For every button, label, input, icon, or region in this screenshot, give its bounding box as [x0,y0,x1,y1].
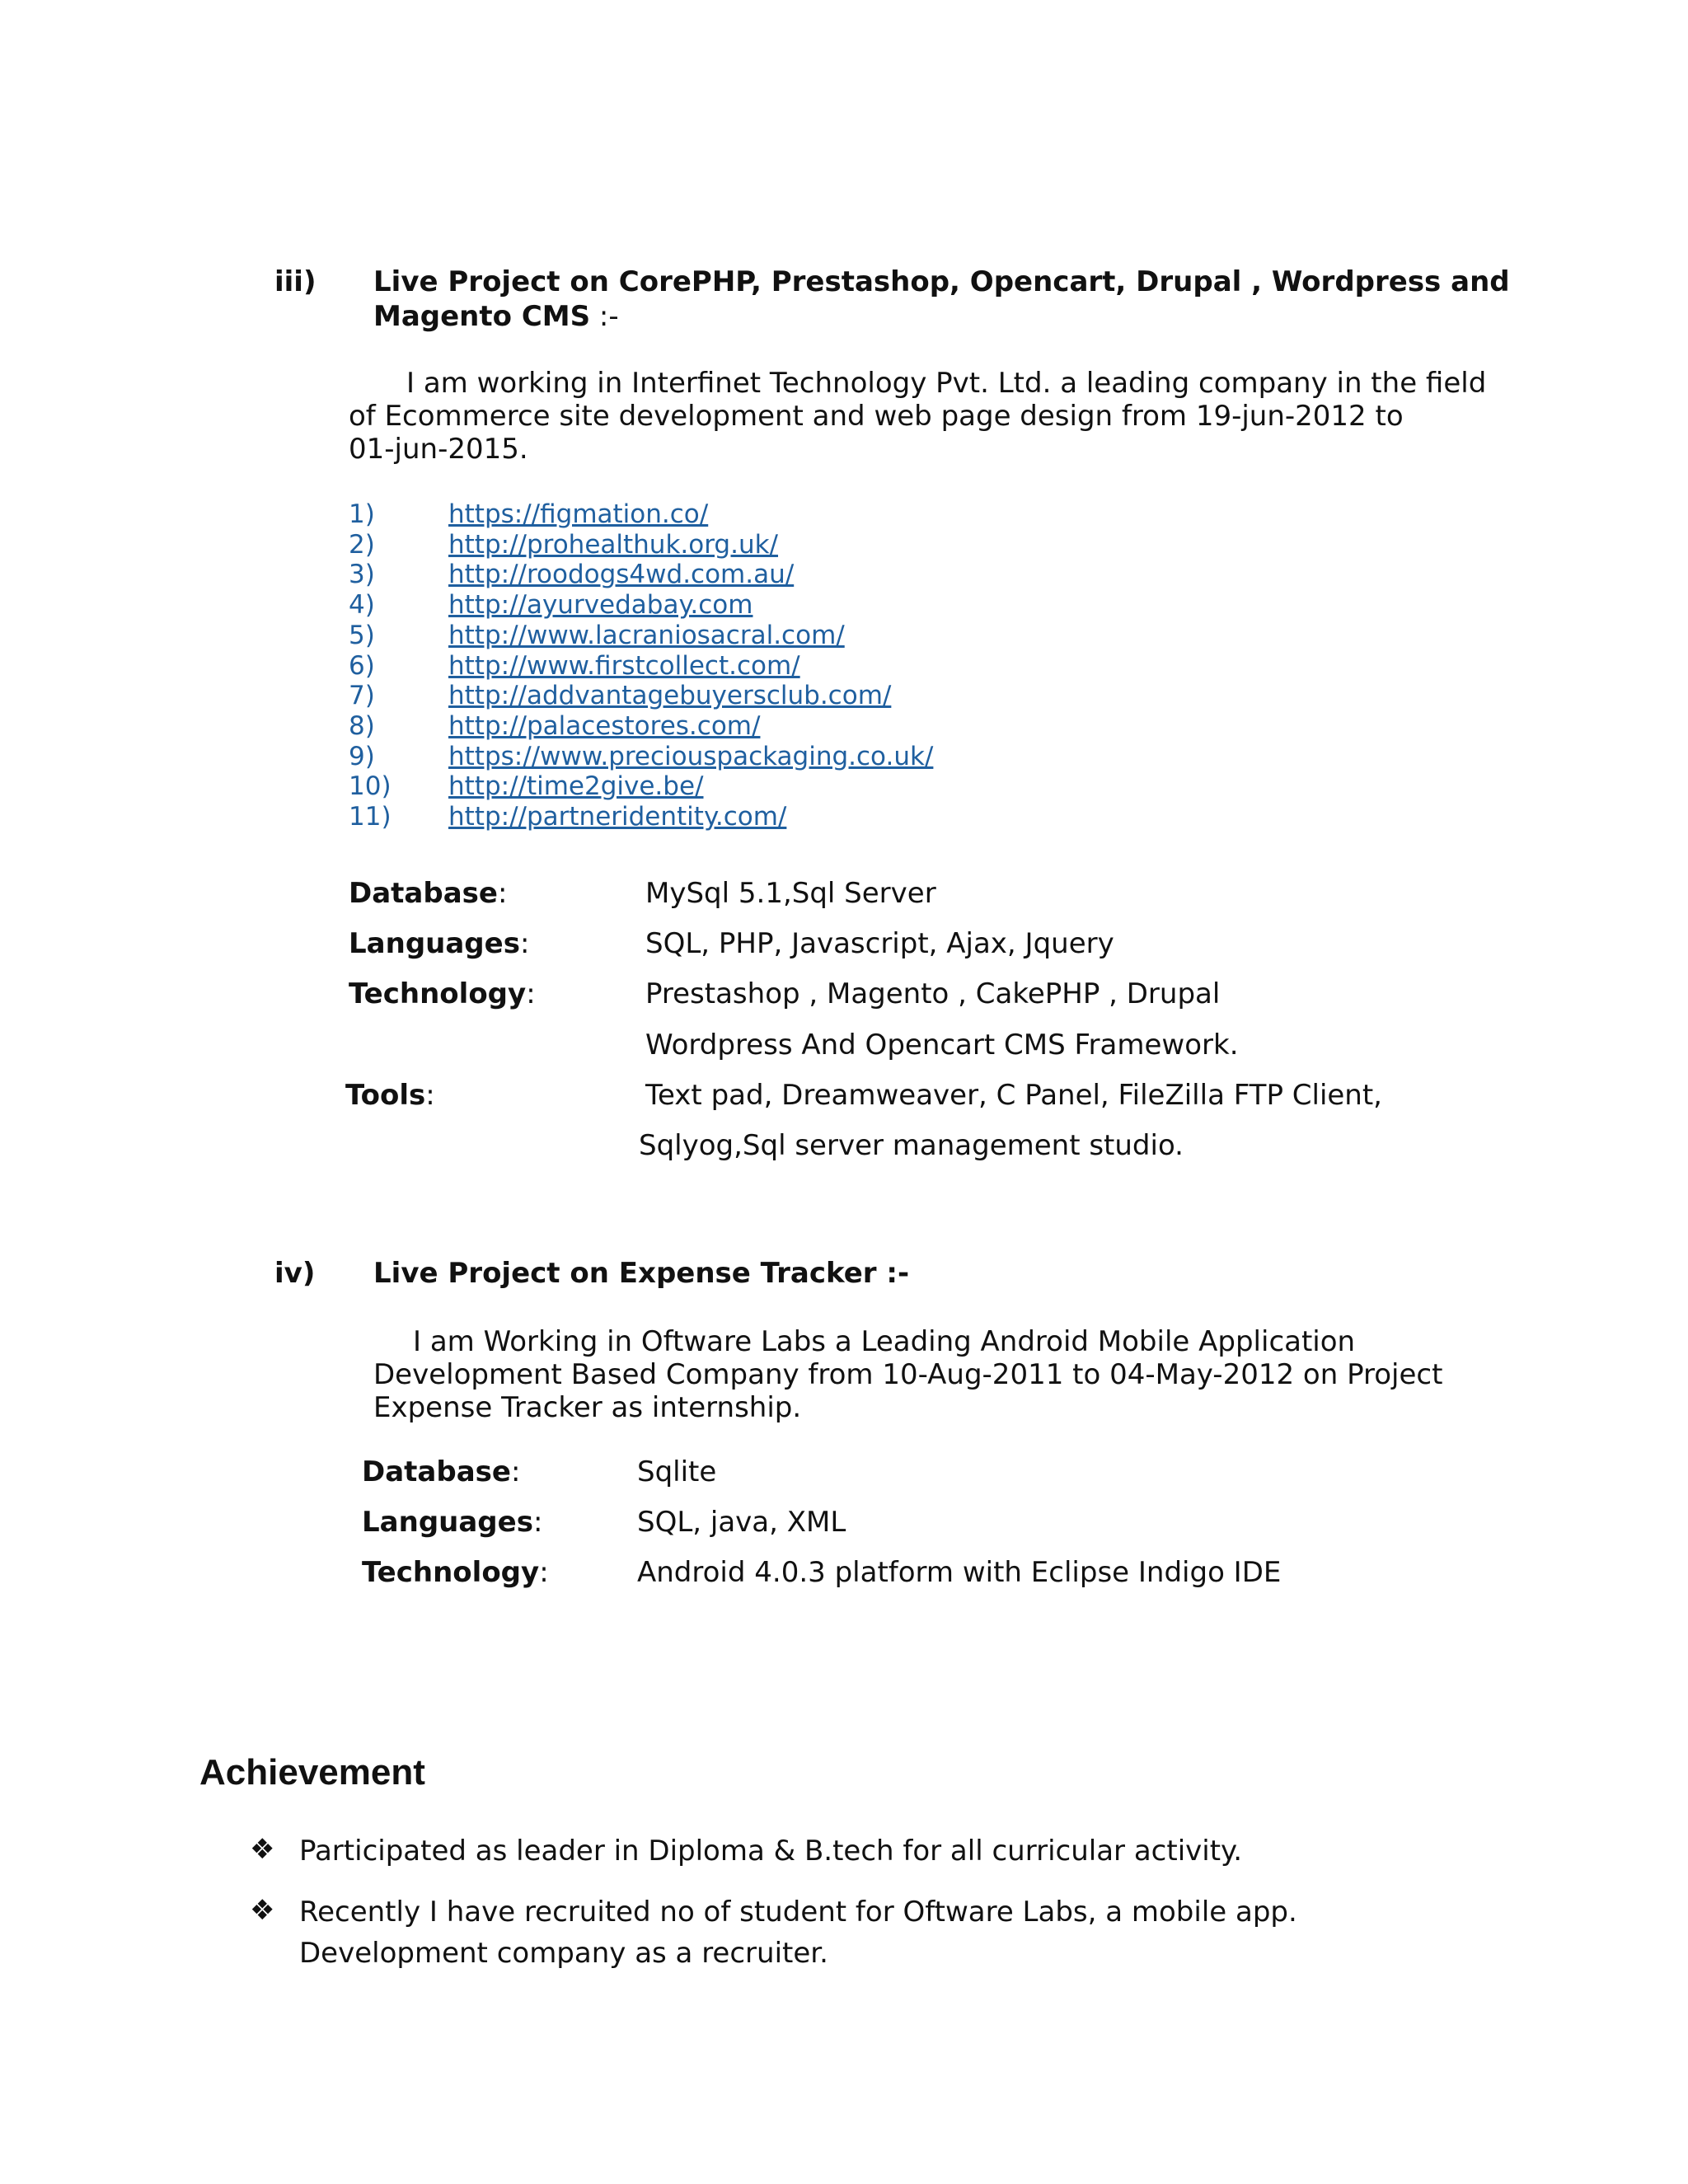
label-colon: : [526,977,536,1010]
section-iii-title-line2-a: Magento CMS [373,300,591,333]
achievement-bullet-icon-2: ❖ [250,1894,275,1927]
section-iii-languages-value: SQL, PHP, Javascript, Ajax, Jquery [645,927,1114,960]
link-number: 9) [349,741,375,771]
section-iii-tools-value-line2: Sqlyog,Sql server management studio. [639,1129,1184,1162]
database-label-text: Database [362,1455,511,1488]
section-iii-intro-line1: I am working in Interfinet Technology Pvt. Ltd. a leading company in the field [406,367,1487,400]
technology-label-text: Technology [349,977,527,1010]
section-iv-technology-label [362,1556,549,1589]
link-number: 1) [349,499,375,529]
section-iv-intro-line2: Development Based Company from 10-Aug-2011 to 04-May-2012 on Project [373,1358,1443,1391]
section-iv-database-value: Sqlite [637,1455,717,1488]
achievement-heading: Achievement [199,1752,425,1793]
project-link[interactable]: http://addvantagebuyersclub.com/ [448,681,892,711]
list-item [349,681,933,711]
languages-label-text: Languages [362,1506,533,1539]
label-colon: : [510,1455,521,1488]
label-colon: : [532,1506,543,1539]
technology-label-text: Technology [362,1556,540,1589]
link-number: 2) [349,529,375,560]
link-number: 5) [349,620,375,650]
section-iii-tools-value-line1: Text pad, Dreamweaver, C Panel, FileZilla FTP Client, [645,1079,1382,1112]
project-link[interactable]: http://roodogs4wd.com.au/ [448,560,795,590]
section-iii-database-value: MySql 5.1,Sql Server [645,877,936,910]
list-item [349,651,933,682]
section-iii-technology-value-line2: Wordpress And Opencart CMS Framework. [645,1029,1239,1062]
label-colon: : [497,877,508,910]
link-number: 4) [349,590,375,621]
link-number: 10) [349,771,392,802]
section-iii-title-line1 [373,265,1510,299]
section-iv-languages-label [362,1506,542,1539]
section-iv-title: Live Project on Expense Tracker :- [373,1257,910,1290]
list-item [349,590,933,621]
label-colon: : [519,927,530,960]
project-link[interactable]: http://prohealthuk.org.uk/ [448,529,779,560]
list-item [349,499,933,530]
section-iii-technology-label [349,977,536,1010]
list-item [349,711,933,742]
section-iv-intro-line3: Expense Tracker as internship. [373,1391,802,1424]
section-iii-tools-label [345,1079,435,1112]
section-iv-technology-value: Android 4.0.3 platform with Eclipse Indigo IDE [637,1556,1282,1589]
link-number: 8) [349,710,375,741]
label-colon: : [425,1079,435,1112]
section-iv-number: iv) [274,1257,316,1290]
section-iii-title-line1-a: Live Project on CorePHP, Prestashop, Opencart [373,265,1116,298]
section-iii-title-line1-b: , Drupal , Wordpress and [1115,265,1510,298]
section-iii-title-line2 [373,300,619,334]
link-number: 11) [349,802,392,832]
achievement-item-1: Participated as leader in Diploma & B.tech for all curricular activity. [299,1835,1243,1868]
project-links-list [349,499,933,832]
achievement-item-2-line2: Development company as a recruiter. [299,1937,828,1970]
section-iii-number: iii) [274,265,316,298]
label-colon: : [539,1556,549,1589]
section-iv-intro-line1: I am Working in Oftware Labs a Leading Android Mobile Application [413,1325,1356,1358]
database-label-text: Database [349,877,498,910]
section-iii-intro-line2: of Ecommerce site development and web page design from 19-jun-2012 to [349,400,1404,433]
tools-label-text: Tools [345,1079,426,1112]
link-number: 6) [349,650,375,681]
link-number: 3) [349,560,375,590]
section-iii-database-label [349,877,507,910]
project-link[interactable]: http://time2give.be/ [448,771,704,802]
section-iv-languages-value: SQL, java, XML [637,1506,846,1539]
section-iii-technology-value-line1: Prestashop , Magento , CakePHP , Drupal [645,977,1221,1010]
list-item [349,530,933,560]
project-link[interactable]: http://partneridentity.com/ [448,802,787,832]
link-number: 7) [349,681,375,711]
project-link[interactable]: https://www.preciouspackaging.co.uk/ [448,741,934,771]
project-link[interactable]: http://www.lacraniosacral.com/ [448,620,845,650]
languages-label-text: Languages [349,927,520,960]
list-item [349,560,933,590]
section-iii-title-line2-b: :- [590,300,619,333]
list-item [349,742,933,772]
section-iii-languages-label [349,927,529,960]
section-iii-intro-line3: 01-jun-2015. [349,433,528,466]
project-link[interactable]: http://ayurvedabay.com [448,590,753,621]
achievement-bullet-icon-1: ❖ [250,1833,275,1866]
list-item [349,771,933,802]
project-link[interactable]: https://figmation.co/ [448,499,709,529]
section-iv-database-label [362,1455,520,1488]
project-link[interactable]: http://www.firstcollect.com/ [448,650,800,681]
project-link[interactable]: http://palacestores.com/ [448,710,761,741]
list-item [349,621,933,651]
list-item [349,802,933,832]
achievement-item-2-line1: Recently I have recruited no of student for Oftware Labs, a mobile app. [299,1896,1297,1929]
